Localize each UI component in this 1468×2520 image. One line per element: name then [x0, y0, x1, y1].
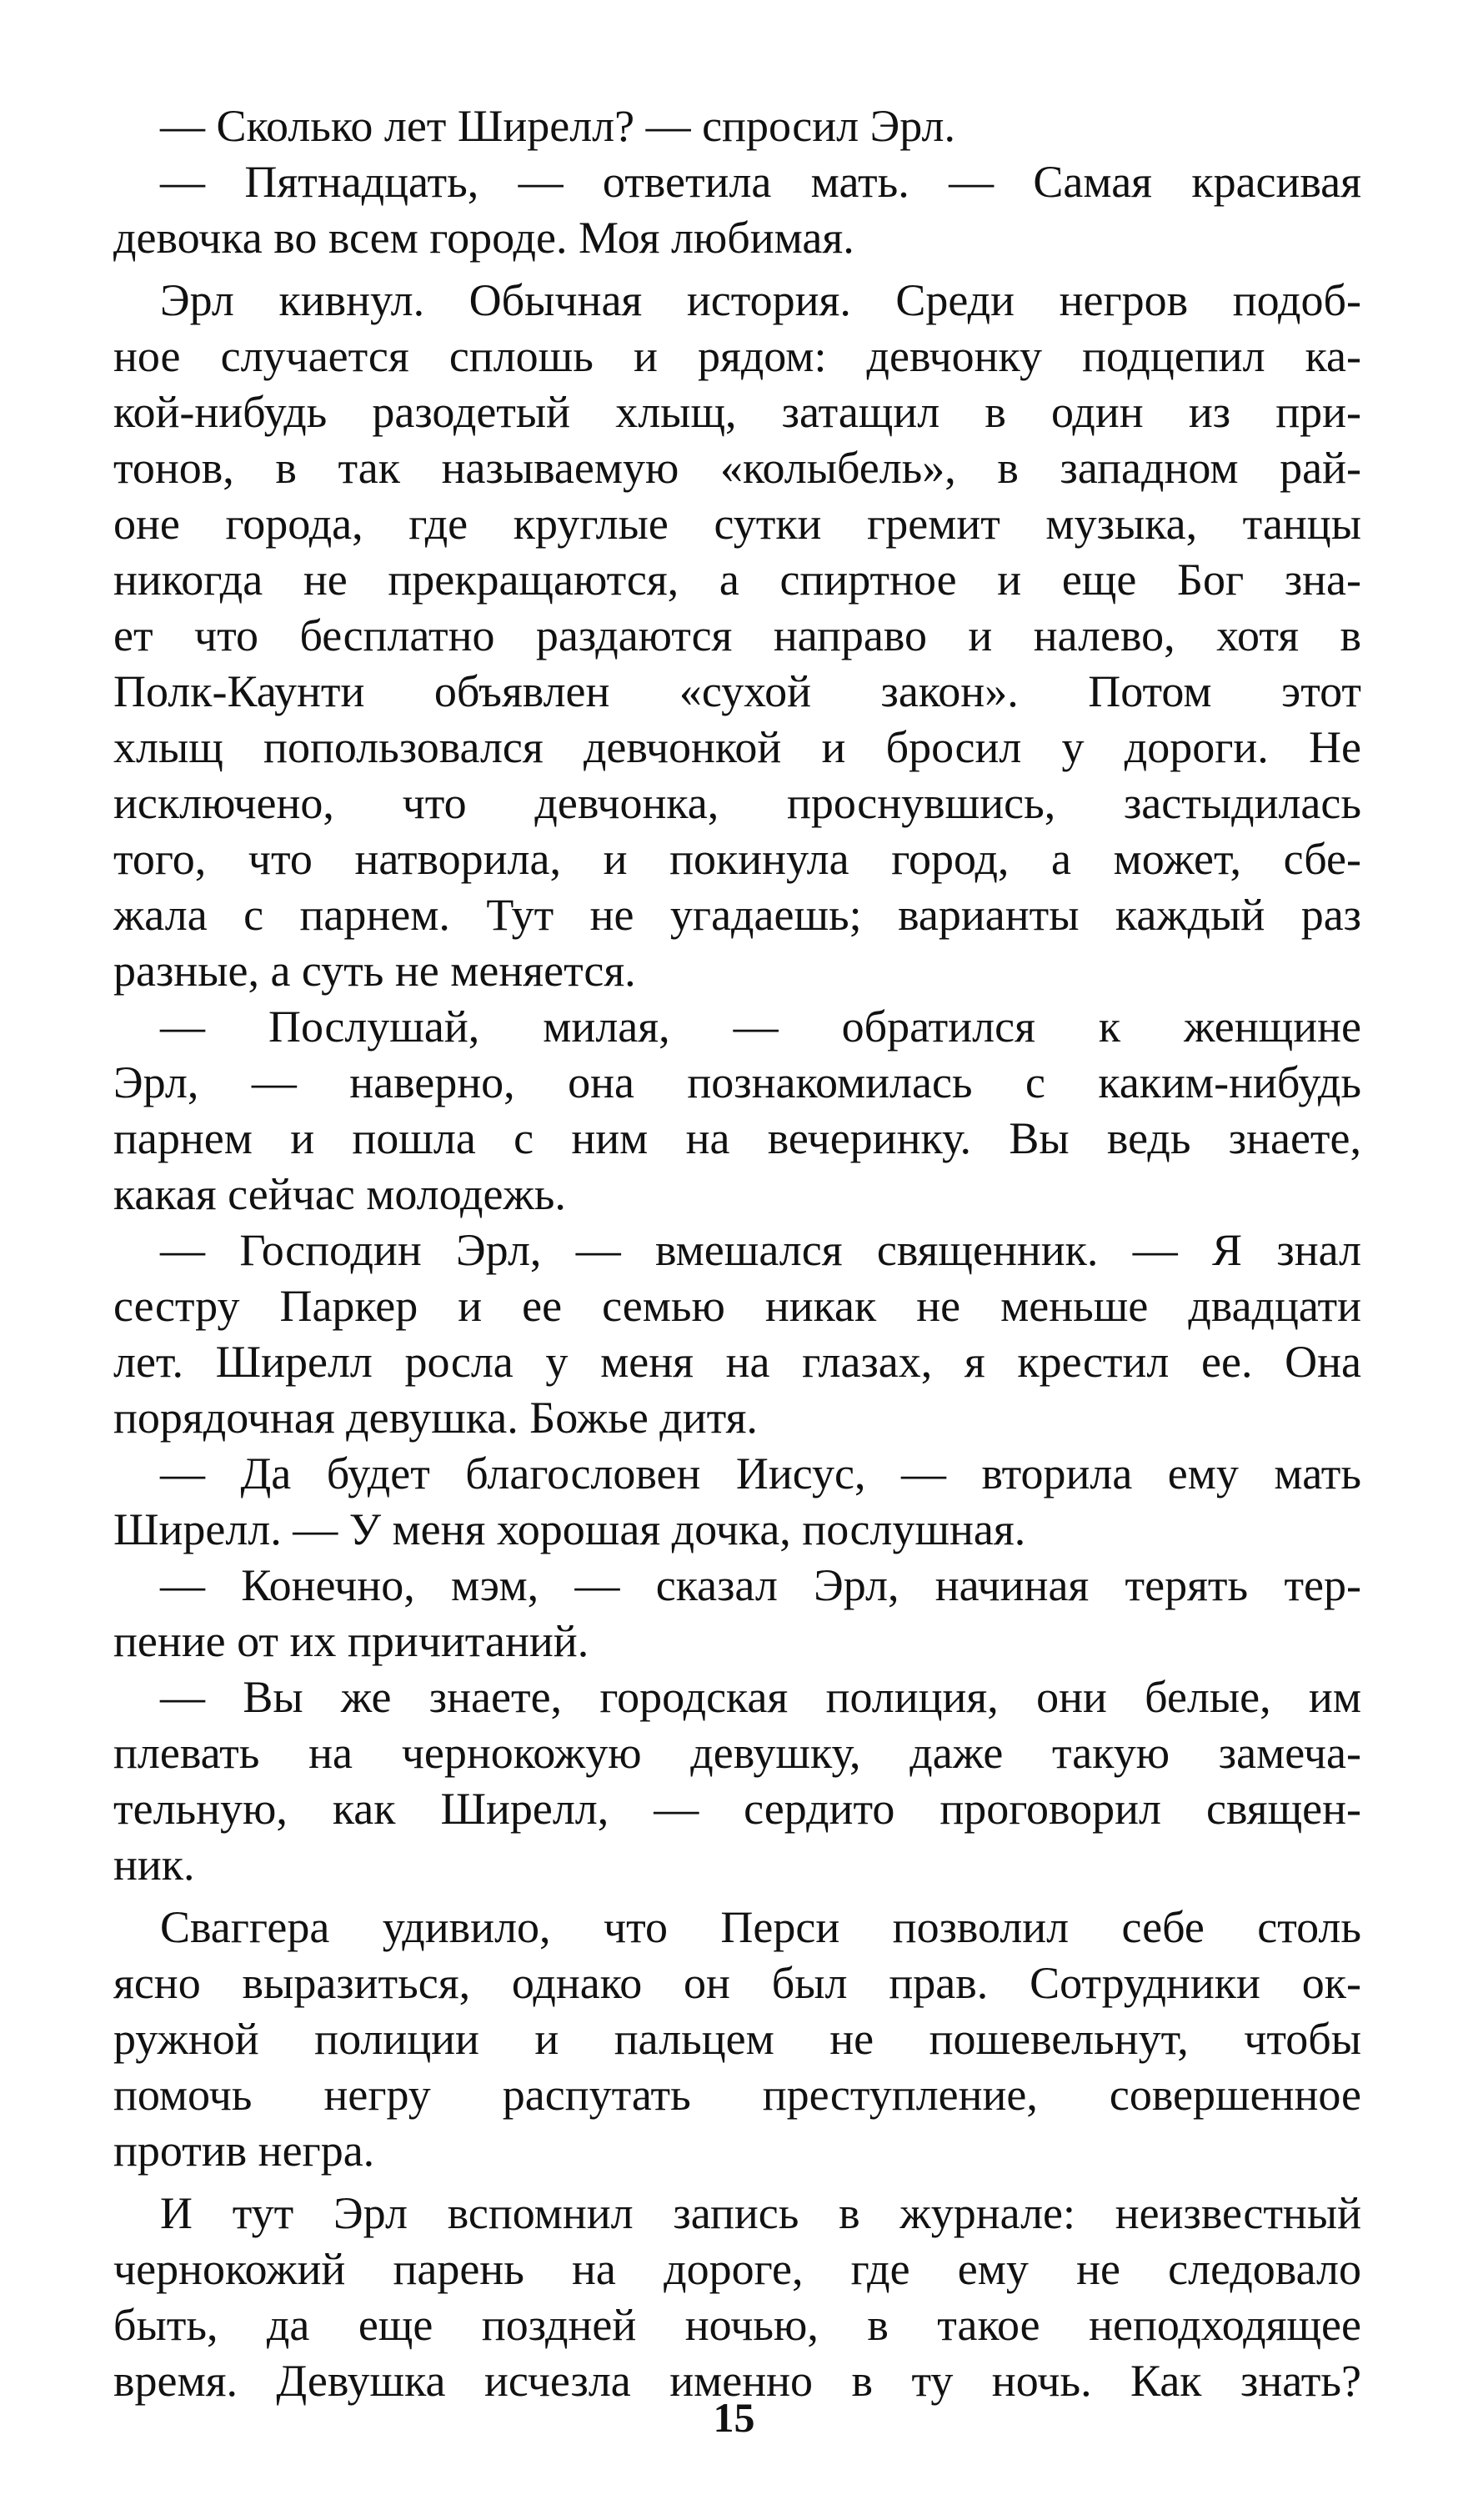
- text-line: ет что бесплатно раздаются направо и налево, хотя в: [113, 610, 1361, 660]
- text-line: — Да будет благословен Иисус, — вторила ему мать: [160, 1448, 1361, 1498]
- paragraph: [113, 1669, 1361, 1893]
- text-line: Сваггера удивило, что Перси позволил себе столь: [160, 1902, 1361, 1952]
- text-line: — Послушай, милая, — обратился к женщине: [160, 1001, 1361, 1052]
- text-line: девочка во всем городе. Моя любимая.: [113, 213, 854, 263]
- paragraph: [113, 999, 1361, 1222]
- text-line: чернокожий парень на дороге, где ему не следовало: [113, 2244, 1361, 2294]
- text-line: против негра.: [113, 2126, 375, 2176]
- paragraph: [113, 1558, 1361, 1669]
- paragraph: [113, 2186, 1361, 2409]
- text-line: — Сколько лет Ширелл? — спросил Эрл.: [160, 101, 955, 151]
- text-line: хлыщ попользовался девчонкой и бросил у дороги. Не: [113, 722, 1361, 772]
- text-line: того, что натворила, и покинула город, а может, сбе-: [113, 834, 1361, 884]
- text-line: плевать на чернокожую девушку, даже такую замеча-: [113, 1728, 1361, 1778]
- paragraph: [113, 1222, 1361, 1446]
- paragraph: [113, 98, 1361, 154]
- text-line: разные, а суть не меняется.: [113, 946, 636, 996]
- text-line: какая сейчас молодежь.: [113, 1169, 566, 1219]
- paragraph: [113, 1446, 1361, 1558]
- text-line: жала с парнем. Тут не угадаешь; варианты каждый раз: [113, 890, 1361, 940]
- text-line: ник.: [113, 1840, 195, 1890]
- text-line: Полк-Каунти объявлен «сухой закон». Потом этот: [113, 666, 1361, 716]
- text-line: никогда не прекращаются, а спиртное и еще Бог зна-: [113, 555, 1361, 605]
- text-line: время. Девушка исчезла именно в ту ночь. Как знать?: [113, 2356, 1361, 2406]
- text-line: — Вы же знаете, городская полиция, они белые, им: [160, 1672, 1361, 1722]
- text-line: тельную, как Ширелл, — сердито проговорил священ-: [113, 1784, 1361, 1834]
- page-number: 15: [713, 2394, 755, 2441]
- text-line: Эрл, — наверно, она познакомилась с каким-нибудь: [113, 1057, 1361, 1107]
- text-line: — Господин Эрл, — вмешался священник. — Я знал: [160, 1225, 1361, 1275]
- text-line: порядочная девушка. Божье дитя.: [113, 1393, 758, 1443]
- text-line: оне города, где круглые сутки гремит музыка, танцы: [113, 499, 1361, 549]
- text-line: тонов, в так называемую «колыбель», в западном рай-: [113, 443, 1361, 493]
- text-line: Ширелл. — У меня хорошая дочка, послушная.: [113, 1504, 1026, 1554]
- text-line: сестру Паркер и ее семью никак не меньше двадцати: [113, 1281, 1361, 1331]
- text-line: пение от их причитаний.: [113, 1616, 589, 1666]
- text-line: парнем и пошла с ним на вечеринку. Вы ведь знаете,: [113, 1113, 1361, 1163]
- text-line: И тут Эрл вспомнил запись в журнале: неизвестный: [160, 2188, 1361, 2238]
- paragraph: [113, 273, 1361, 999]
- paragraph: [113, 154, 1361, 266]
- text-line: кой-нибудь разодетый хлыщ, затащил в один из при-: [113, 387, 1361, 437]
- text-line: — Пятнадцать, — ответила мать. — Самая красивая: [160, 157, 1361, 207]
- text-line: — Конечно, мэм, — сказал Эрл, начиная терять тер-: [160, 1560, 1361, 1610]
- text-line: исключено, что девчонка, проснувшись, застыдилась: [113, 778, 1361, 828]
- text-line: ясно выразиться, однако он был прав. Сотрудники ок-: [113, 1958, 1361, 2008]
- text-line: ное случается сплошь и рядом: девчонку подцепил ка-: [113, 331, 1361, 381]
- body-text: [113, 98, 1361, 2409]
- text-line: быть, да еще поздней ночью, в такое неподходящее: [113, 2300, 1361, 2350]
- paragraph: [113, 1900, 1361, 2179]
- text-line: Эрл кивнул. Обычная история. Среди негров подоб-: [160, 275, 1361, 325]
- text-line: помочь негру распутать преступление, совершенное: [113, 2070, 1361, 2120]
- text-line: лет. Ширелл росла у меня на глазах, я крестил ее. Она: [113, 1337, 1361, 1387]
- text-line: ружной полиции и пальцем не пошевельнут, чтобы: [113, 2014, 1361, 2064]
